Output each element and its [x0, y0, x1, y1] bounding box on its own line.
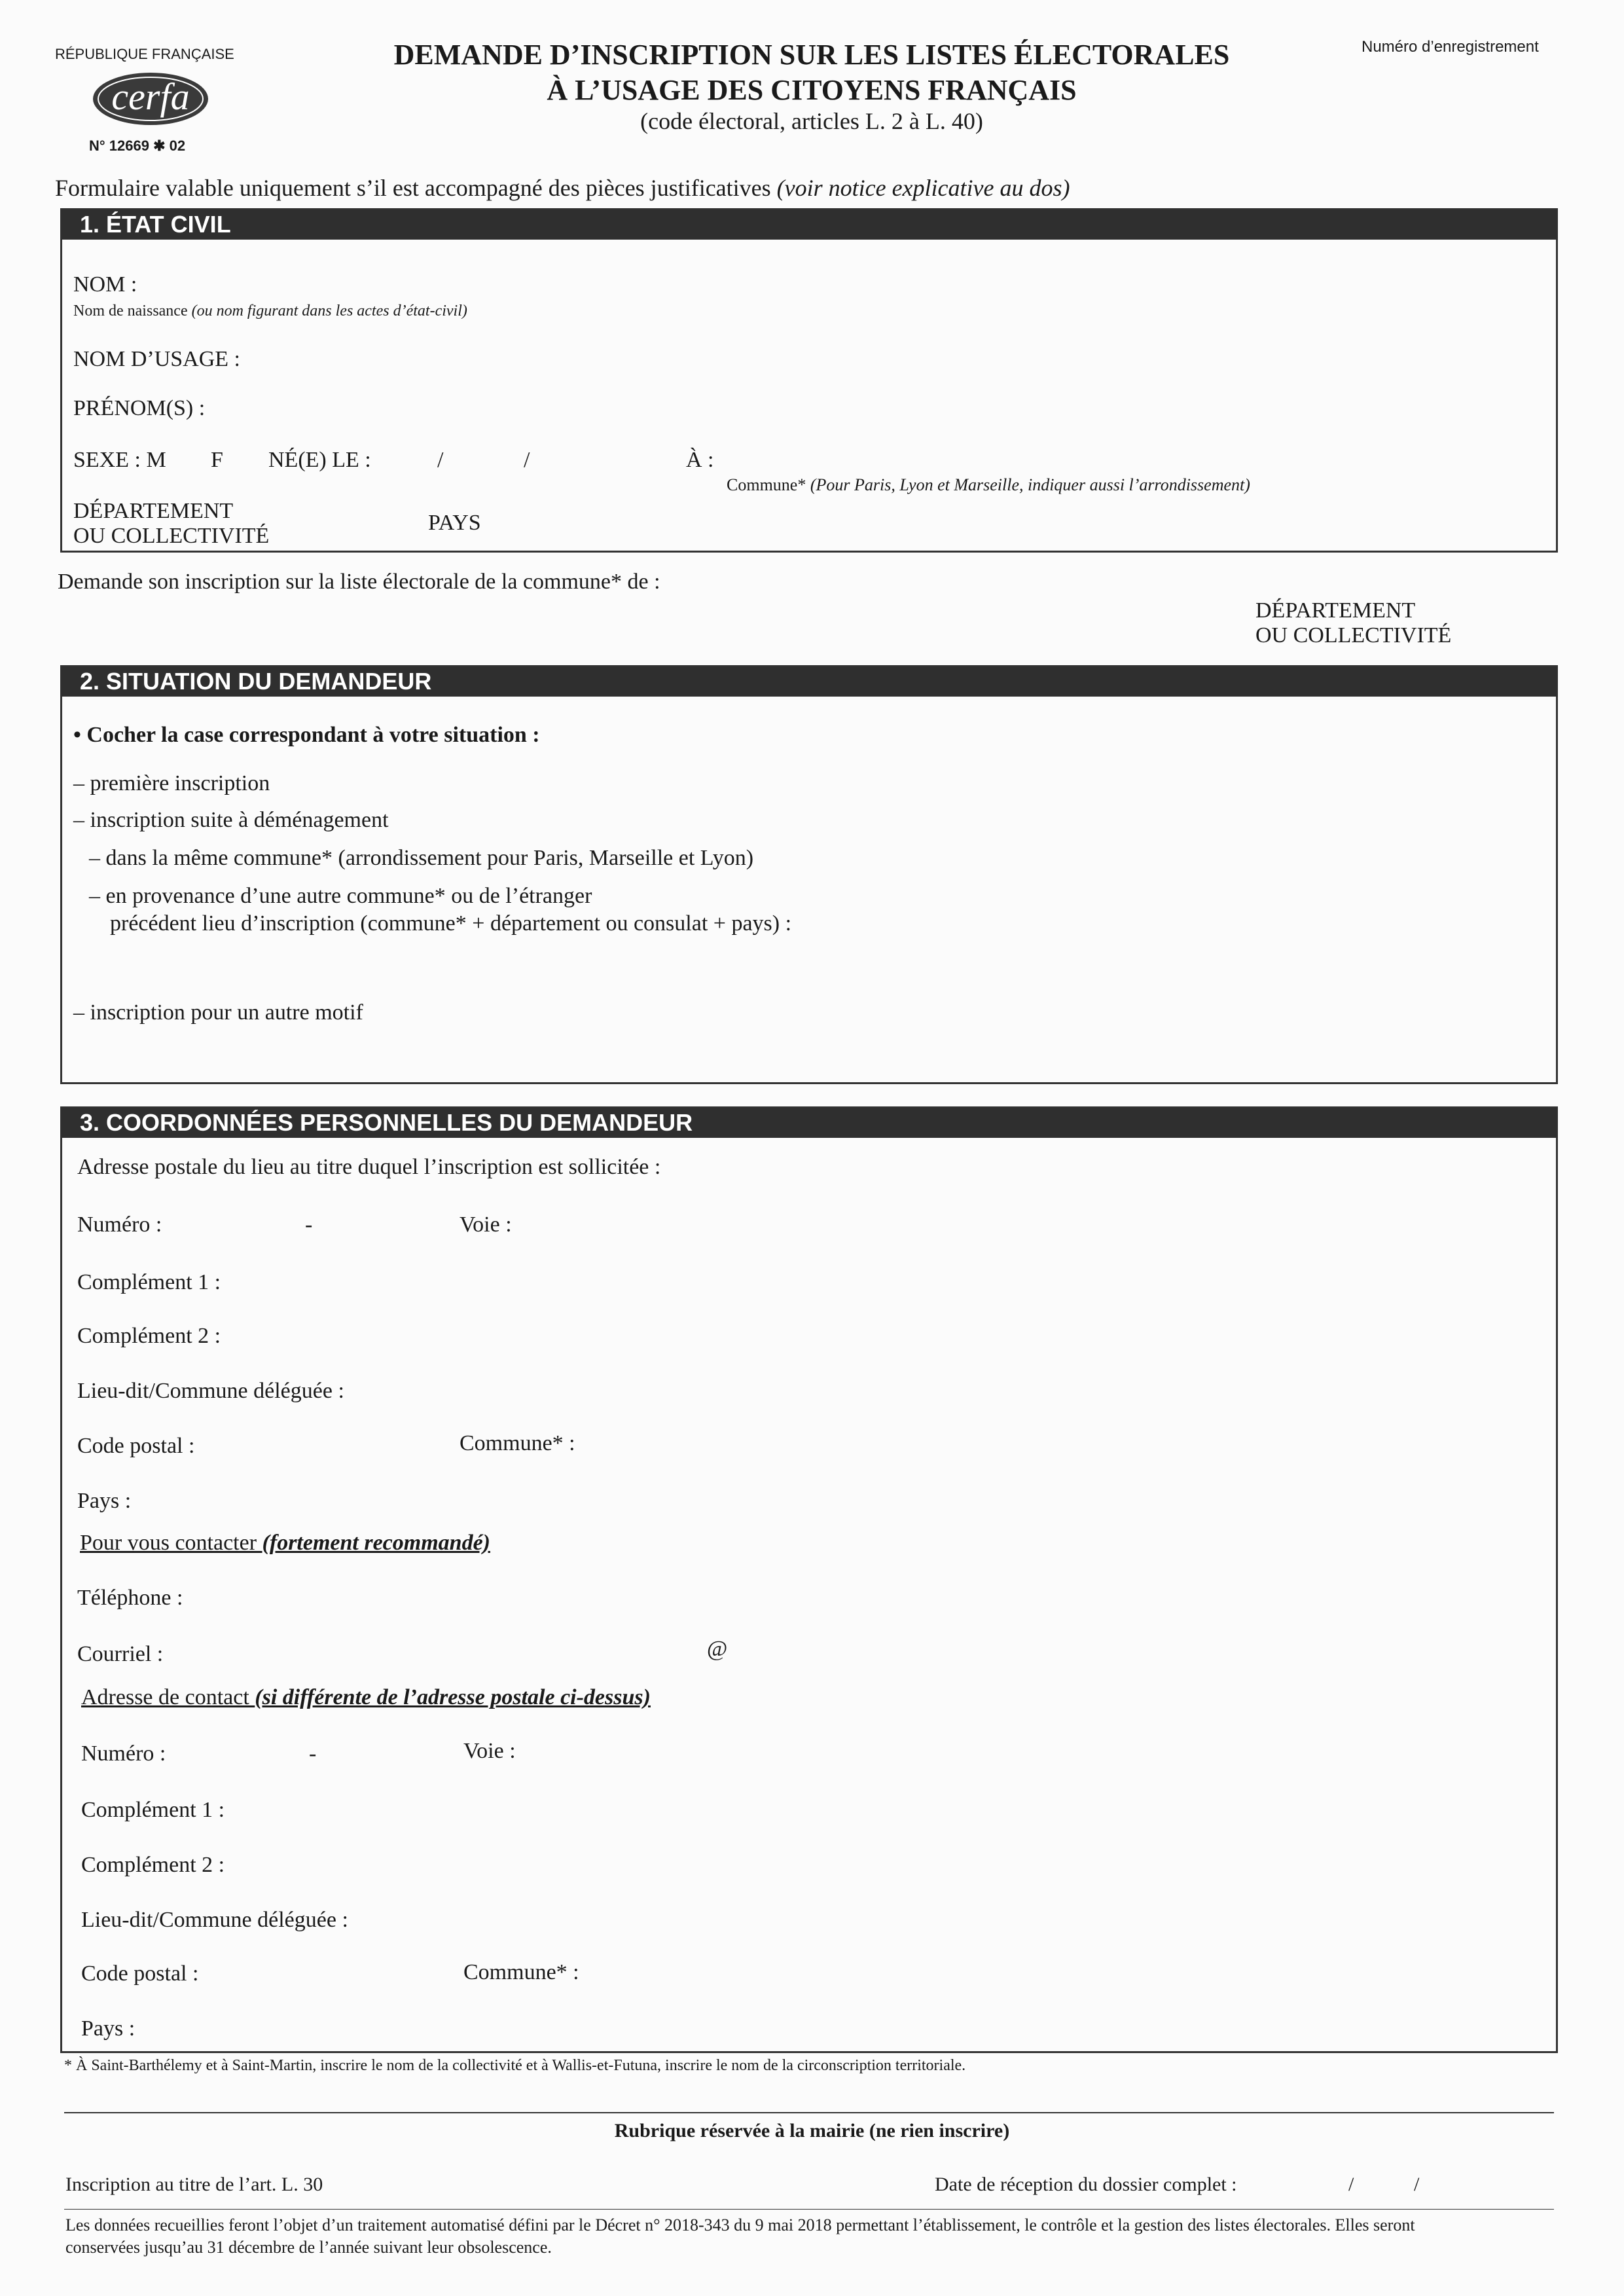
commune-text: Commune — [460, 1431, 552, 1455]
legal-line1: Les données recueillies feront l’objet d’un traitement automatisé défini par le Décret n° 2018-343 du 9 mai 2018 permettant l’établissement, le contrôle et la gestion des listes électorales. Elles seront — [65, 2215, 1415, 2234]
lieu-dit-label[interactable]: Lieu-dit/Commune déléguée : — [77, 1379, 344, 1403]
contact-complement1-label[interactable]: Complément 1 : — [81, 1798, 225, 1822]
contact-voie-label[interactable]: Voie : — [463, 1739, 516, 1763]
republique-label: RÉPUBLIQUE FRANÇAISE — [55, 46, 234, 62]
birthdate-slash-2: / — [524, 448, 530, 472]
birthdate-label[interactable]: NÉ(E) LE : — [268, 448, 371, 472]
pays-label[interactable]: Pays : — [77, 1489, 132, 1513]
contact-heading — [80, 1531, 490, 1556]
contact-code-postal-label[interactable]: Code postal : — [81, 1961, 199, 1986]
validity-notice — [55, 174, 1070, 202]
contact-lieu-dit-label[interactable]: Lieu-dit/Commune déléguée : — [81, 1908, 348, 1932]
contact-heading-text: Pour vous contacter — [80, 1531, 262, 1555]
birth-commune-text: Commune* — [727, 475, 810, 494]
sexe-f-label[interactable]: F — [211, 448, 223, 472]
birth-departement-label-1: DÉPARTEMENT — [73, 499, 234, 523]
commune-label[interactable] — [460, 1431, 575, 1456]
request-departement-2: OU COLLECTIVITÉ — [1255, 623, 1452, 647]
mairie-article: Inscription au titre de l’art. L. 30 — [65, 2174, 323, 2195]
section2-title: 2. SITUATION DU DEMANDEUR — [60, 666, 1558, 697]
mairie-separator — [64, 2112, 1554, 2113]
situation-instruction: • Cocher la case correspondant à votre situation : — [73, 723, 540, 747]
complement1-label[interactable]: Complément 1 : — [77, 1270, 221, 1294]
legal-line2: conservées jusqu’au 31 décembre de l’année suivant leur obsolescence. — [65, 2238, 552, 2257]
birth-country-label[interactable]: PAYS — [428, 511, 481, 535]
birthdate-slash-1: / — [437, 448, 444, 472]
courriel-label[interactable]: Courriel : — [77, 1642, 164, 1666]
validity-note: (voir notice explicative au dos) — [776, 175, 1070, 201]
contact-commune-star: * : — [556, 1960, 579, 1984]
option-premiere-inscription[interactable]: – première inscription — [73, 771, 270, 795]
birth-departement-label-2: OU COLLECTIVITÉ — [73, 524, 270, 548]
request-departement-1: DÉPARTEMENT — [1255, 598, 1416, 623]
contact-address-note: (si différente de l’adresse postale ci-dessus) — [255, 1685, 651, 1709]
voie-label[interactable]: Voie : — [460, 1212, 512, 1237]
numero-dash: - — [305, 1212, 313, 1237]
code-postal-label[interactable]: Code postal : — [77, 1434, 195, 1458]
contact-commune-text: Commune — [463, 1960, 556, 1984]
form-title-line1: DEMANDE D’INSCRIPTION SUR LES LISTES ÉLECTORALES — [393, 39, 1230, 71]
commune-star: * : — [552, 1431, 575, 1455]
nom-label[interactable]: NOM : — [73, 272, 137, 297]
prenoms-label[interactable]: PRÉNOM(S) : — [73, 396, 206, 420]
request-text: Demande son inscription sur la liste électorale de la commune* de : — [58, 570, 660, 594]
mairie-title: Rubrique réservée à la mairie (ne rien inscrire) — [614, 2120, 1010, 2141]
nom-sublabel-note: (ou nom figurant dans les actes d’état-civil) — [191, 302, 467, 319]
cerfa-number: N° 12669 ✱ 02 — [89, 137, 186, 154]
registration-number-label: Numéro d’enregistrement — [1362, 38, 1539, 56]
validity-text: Formulaire valable uniquement s’il est accompagné des pièces justificatives — [55, 175, 777, 201]
birth-commune-note: (Pour Paris, Lyon et Marseille, indiquer aussi l’arrondissement) — [810, 475, 1250, 494]
contact-pays-label[interactable]: Pays : — [81, 2016, 135, 2041]
birth-commune-label — [727, 475, 1250, 495]
form-title-line2: À L’USAGE DES CITOYENS FRANÇAIS — [547, 74, 1077, 106]
legal-separator — [64, 2209, 1554, 2210]
contact-numero-dash: - — [309, 1741, 317, 1766]
option-meme-commune[interactable]: – dans la même commune* (arrondissement pour Paris, Marseille et Lyon) — [89, 846, 754, 870]
nom-sublabel-text: Nom de naissance — [73, 302, 192, 319]
option-autre-motif[interactable]: – inscription pour un autre motif — [73, 1000, 363, 1025]
contact-heading-note: (fortement recommandé) — [262, 1531, 490, 1555]
contact-address-heading — [81, 1685, 651, 1710]
footnote: * À Saint-Barthélemy et à Saint-Martin, inscrire le nom de la collectivité et à Wallis-et-Futuna, inscrire le nom de la circonscription territoriale. — [64, 2057, 966, 2074]
section3-title: 3. COORDONNÉES PERSONNELLES DU DEMANDEUR — [60, 1108, 1558, 1138]
precedent-lieu-label: précédent lieu d’inscription (commune* + département ou consulat + pays) : — [110, 911, 792, 936]
section1-title: 1. ÉTAT CIVIL — [60, 210, 1558, 240]
date-reception-label: Date de réception du dossier complet : — [935, 2174, 1237, 2195]
section1-box — [60, 208, 1558, 553]
form-title-line3: (code électoral, articles L. 2 à L. 40) — [640, 108, 983, 134]
contact-numero-label[interactable]: Numéro : — [81, 1741, 166, 1766]
complement2-label[interactable]: Complément 2 : — [77, 1324, 221, 1348]
date-reception-slash-2: / — [1414, 2174, 1420, 2195]
contact-address-text: Adresse de contact — [81, 1685, 255, 1709]
date-reception-slash-1: / — [1348, 2174, 1354, 2195]
numero-label[interactable]: Numéro : — [77, 1212, 162, 1237]
nom-sublabel — [73, 302, 467, 320]
contact-complement2-label[interactable]: Complément 2 : — [81, 1853, 225, 1877]
birthplace-label[interactable]: À : — [686, 448, 714, 472]
cerfa-logo-text: cerfa — [111, 75, 190, 118]
address-intro: Adresse postale du lieu au titre duquel l’inscription est sollicitée : — [77, 1155, 661, 1179]
contact-commune-label[interactable] — [463, 1960, 579, 1985]
courriel-at: @ — [707, 1637, 728, 1661]
nom-usage-label[interactable]: NOM D’USAGE : — [73, 347, 240, 371]
option-autre-commune[interactable]: – en provenance d’une autre commune* ou de l’étranger — [89, 884, 592, 908]
sexe-label[interactable]: SEXE : M — [73, 448, 166, 472]
option-demenagement[interactable]: – inscription suite à déménagement — [73, 808, 389, 832]
telephone-label[interactable]: Téléphone : — [77, 1586, 183, 1610]
